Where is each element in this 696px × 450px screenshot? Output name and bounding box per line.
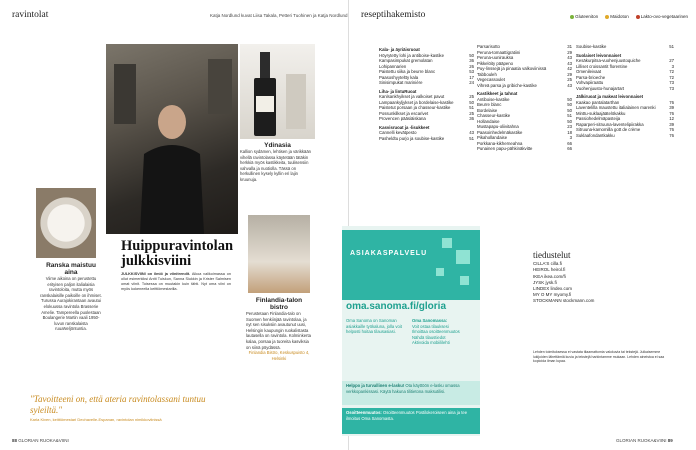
ad-banner-title: ASIAKASPALVELU (350, 250, 428, 257)
oma-title: Oma Sanomassa: (412, 318, 448, 323)
recipe-entry (477, 83, 572, 89)
recipe-page: 24 (469, 80, 474, 85)
recipe-name: Lampaankyljykset ja bordelaise-kastike (379, 99, 454, 105)
chef-photo (106, 44, 238, 234)
main-lead: JULKKISVIINI on ilmiö ja viinitrendit. (121, 272, 191, 276)
oma-item: Ilmoittaa osoitteenmuutos (412, 329, 460, 335)
asiakaspalvelu-ad (342, 226, 480, 436)
recipe-page: 76 (669, 132, 674, 138)
page-number: 89 (667, 438, 673, 443)
contact-item: LINDEX lindex.com (533, 286, 573, 292)
recipe-name: Sitruuna-kamomilla gott de crème (576, 127, 641, 132)
recipe-page: 76 (669, 127, 674, 132)
tiedustelut (533, 252, 643, 305)
recipe-name: Chasseur-kastike (477, 113, 511, 118)
finlandia-block (246, 297, 312, 361)
ranska-title: Ranska maistuu aina (46, 262, 96, 276)
ad-text: Oma Sanoma on Sanoman asiakkaille työkaluna, jolla voit helposti hoitaa tilausasiasi. (346, 318, 402, 335)
recipe-name: Passiohedelmäpasteija (576, 116, 621, 121)
index-heading: Suolaiset leivonnaiset (576, 52, 622, 58)
recipe-name: Possunkilkset ja escarivet (379, 110, 429, 116)
recipe-name: Pikahollandaise (477, 135, 508, 140)
recipe-page: 50 (469, 99, 474, 105)
recipe-page: 43 (567, 60, 572, 66)
main-article (121, 272, 231, 292)
recipe-page: 50 (469, 52, 474, 58)
legend-vegetaarinen: Lakto-ovo-vegetaarinen (636, 14, 688, 19)
food-plate-photo (36, 188, 96, 258)
ydinasia-title: Ydinasia (264, 142, 291, 149)
recipe-page: 29 (567, 71, 572, 77)
ranska-block (40, 262, 102, 332)
elasku-text: Ota käyttöön e-lasku omassa verkkopankissasi. Käytä hakuna tilitietona maksutilisi. (346, 383, 460, 394)
oma-item: Voit ostaa tilauksesi (412, 323, 449, 329)
recipe-page: 39 (669, 121, 674, 127)
recipe-name: Parsarisotto (477, 44, 500, 49)
recipe-page: 31 (567, 44, 572, 49)
recipe-name: Punainen papu-pähkinäkvitte (477, 146, 533, 151)
index-heading: Jälkiruoat ja makeat leivonnaiset (576, 94, 644, 99)
ad-url[interactable]: oma.sanoma.fi/gloria (346, 301, 447, 312)
recipe-name: Soubise-kastike (576, 44, 607, 49)
contact-item: JYSK jysk.fi (533, 279, 557, 285)
recipe-page: 76 (669, 110, 674, 116)
recipe-page: 66 (567, 140, 572, 146)
oma-item: Aktivoida mobiililehti (412, 340, 450, 346)
recipe-page: 3 (569, 135, 572, 140)
section-title: reseptihakemisto (361, 10, 426, 20)
recipe-name: Cannelli kevätpesto (379, 130, 417, 135)
recipe-name: Höyrytetty lohi ja antiboise-kastike (379, 52, 444, 58)
recipe-name: Vohvapiiraattu (576, 80, 604, 85)
page-number: 88 (12, 438, 18, 443)
recipe-name: Tabbouleh (477, 71, 497, 77)
tiedustelut-title: tiedustelut (533, 250, 571, 260)
section-title: ravintolat (12, 10, 49, 20)
recipe-page: 3 (671, 63, 674, 69)
recipe-name: Vuohenjuusto-hunajartart (576, 85, 625, 91)
recipe-name: Paistettu siika ja beurre blanc (379, 69, 436, 74)
recipe-name: Hollandaise (477, 118, 500, 124)
main-title: Huippuravintolan julkkisviini (121, 238, 234, 269)
brand: GLORIAN RUOKA&VIINI (616, 438, 667, 443)
recipe-name: Beurre blanc (477, 102, 502, 107)
ad-banner (342, 230, 480, 300)
index-heading: Liha- ja lintuRuoat (379, 88, 417, 94)
recipe-name: Kaakao pantalatarthan (576, 99, 620, 105)
recipe-page: 23 (567, 124, 572, 129)
recipe-name: Mustapapu-oliivitahna (477, 124, 519, 129)
recipe-name: Vegecassoulet (477, 77, 505, 82)
recipe-page: 51 (469, 135, 474, 141)
recipe-name: Omenileivaat (576, 69, 602, 74)
recipe-entry (379, 116, 474, 122)
recipe-name: Antiboise-kastike (477, 96, 510, 102)
recipe-page: 50 (567, 107, 572, 113)
index-column-2 (477, 44, 572, 152)
quote-attribution: Karla Kiven, keittiömestari Dechavelle-Espanan, ravintolan nimikkoviinissä (30, 417, 162, 422)
recipe-page: 51 (567, 113, 572, 118)
finlandia-text: Perustetaan Finlandia-talo on Suomen henkiinjää ravintolaa, ja nyt sen sisuksiin avautunut uusi, Helsingin kaupungin ruokalistasta lautasella on ravintola. Kolminkerta kalaa, porsaa ja tuoreita kasviksia on siinä pöydässä. (246, 311, 311, 350)
recipe-name: Paistetut porsaan ja chasseur-kastike (379, 105, 451, 110)
recipe-name: Lilliset croissantit florentine (576, 63, 628, 69)
recipe-page: 72 (669, 69, 674, 74)
recipe-page: 50 (567, 102, 572, 107)
oma-item: Nähdä tilaustiedot (412, 334, 446, 340)
elasku-box (342, 381, 480, 405)
finlandia-title: Finlandia-talon bistro (255, 297, 303, 311)
recipe-name: Kesäkurpitsa-vuohenjuustoquiche (576, 58, 641, 63)
recipe-name: Pikkelöity pääpeno (477, 60, 514, 66)
recipe-page: 43 (567, 82, 572, 88)
contact-item: IKEA ikea.com/fi (533, 273, 566, 279)
chef-figure (106, 44, 238, 234)
index-column-3 (576, 44, 674, 138)
recipe-entry (576, 86, 674, 92)
red-dot-icon (636, 15, 640, 19)
recipe-page: 29 (567, 49, 572, 55)
recipe-page: 25 (469, 110, 474, 116)
recipe-page: 17 (469, 74, 474, 80)
green-dot-icon (570, 15, 574, 19)
recipe-page: 27 (669, 58, 674, 63)
fine-print: Lehden toimituksessa ei vastata tilaamattomia valokuvia tai tekstejä. Julkaisemme lukijoiden lähettämiä kuvia ja tekstejä harkintamme mukaan. Lehden aineistoa ei saa kopioida ilman lupaa. (533, 350, 665, 364)
recipe-page: 36 (469, 116, 474, 121)
credits: Katja Nordlund kuvat Liisa Takala, Petteri Tuohinen ja Katja Nordlund (210, 13, 348, 18)
recipe-page: 72 (669, 74, 674, 80)
recipe-name: Bordelaise (477, 107, 498, 113)
ranska-text: Viime aikoina on perustettu erityisen paljon italialaisia ravintoloita, mutta myös ranskalaisille paikoille on ihmiset. Turussa Aurajokirantaan avautui elokuussa ravintola Brasserie Amelie. Tampereella puolestaan Boulangerie Martin vaali 1950-luvun ranskalaista ruuaNeljöntuntia. (40, 276, 102, 332)
footer-right (616, 438, 673, 443)
recipe-page: 39 (669, 105, 674, 110)
recipe-entry (576, 133, 674, 139)
recipe-page: 36 (469, 58, 474, 63)
recipe-entry (379, 80, 474, 86)
recipe-name: Sinisimpukat marinière (379, 80, 423, 85)
recipe-entry (379, 136, 474, 142)
recipe-name: Lohipannarien (379, 63, 407, 69)
bottle-icon (240, 44, 315, 139)
recipe-page: 25 (469, 94, 474, 99)
recipe-page: 73 (669, 80, 674, 85)
recipe-name: Kanlsankhyikset ja valkoiset pavut (379, 94, 445, 99)
recipe-page: 43 (469, 130, 474, 135)
recipe-name: Porkkana-kikherneahna (477, 140, 523, 146)
recipe-name: Pasheldtu purjo ja soubise-kastike (379, 135, 445, 141)
osoite-title: Osoitteenmuutos: (346, 410, 382, 415)
recipe-name: Kampasimpukat gremolatan (379, 58, 433, 63)
index-heading: Kasvisruoat ja -lisukkeet (379, 124, 430, 130)
recipe-page: 26 (469, 63, 474, 69)
recipe-page: 50 (567, 96, 572, 102)
recipe-page: 43 (567, 55, 572, 60)
bistro-photo (248, 215, 310, 293)
recipe-entry (477, 146, 572, 152)
recipe-name: Parsa-brioeche (576, 74, 606, 80)
recipe-name: Raparperi-sitruuna-laventelipiirakka (576, 121, 644, 127)
recipe-name: Puy-linssejä ja pinaatia valkoviinissä (477, 66, 547, 71)
recipe-page: 51 (669, 44, 674, 49)
recipe-page: 12 (669, 116, 674, 121)
oma-list (412, 318, 478, 346)
index-heading: Kastikkeet ja tahnat (477, 91, 518, 96)
recipe-page: 18 (567, 129, 572, 135)
legend-gluteeniton: Gluteeniton (570, 14, 598, 19)
recipe-page: 66 (567, 146, 572, 151)
legend (570, 14, 688, 19)
index-heading: Kala- ja äyriäisruoat (379, 47, 420, 52)
osoite-box (342, 408, 480, 434)
recipe-name: Provencen pääsiäiskana (379, 116, 426, 121)
contact-item: CILLA'S cilla.fi (533, 261, 562, 267)
recipe-name: Suklaafondantkakku (576, 132, 615, 138)
finlandia-credit: Finlandia Bistro, Keskuspuisto 4, Helsinki (248, 350, 310, 361)
recipe-name: Minttu-suklaajäätelökakku (576, 110, 626, 116)
recipe-page: 73 (669, 85, 674, 91)
recipe-page: 25 (567, 77, 572, 82)
brand: GLORIAN RUOKA&VIINI (18, 438, 69, 443)
recipe-name: Laventelilla maustettu italialainen marenki (576, 105, 656, 110)
osoite-text: Osoitteenmuutos Postilokeroiseen aina ja tee ilmoitus Oma Sanomasta. (346, 410, 468, 421)
recipe-page: 50 (567, 118, 572, 124)
ydinasia-text: Kallion sydämen, lehtisen ja värikkään vihellä ravintolassa käytetään tätäkin herkkiä myös kastikkeita, tuulisensiin vahvalla ja nuotiolla. Tässä on herkullinen kysely kyllin eri lajin kruunuja. (240, 149, 311, 182)
recipe-name: Peruna-uunirauksa (477, 55, 514, 60)
orange-dot-icon (605, 15, 609, 19)
contact-item: STOCKMANN stockmann.com (533, 298, 595, 304)
recipe-page: 51 (469, 105, 474, 110)
recipe-name: Paasoshyyteltty kala (379, 74, 419, 80)
main-text: Aikoa valikoimassa on ollut esimerkiksi Antti Tuiskun, Sanna Siukkin ja Krister Salmisen omat viinit. Toisessa on muutakin kuin tähti. Nyt oma viini on myös kokeneella keittiömestarilla. (121, 272, 231, 291)
index-column-1 (379, 44, 474, 141)
pull-quote: "Tavoitteeni on, että ateria ravintolassani tuntuu syleiltä." (30, 394, 206, 415)
wine-bottle-photo (240, 44, 315, 139)
contact-item: MY O MY myomy.fi (533, 292, 572, 298)
recipe-name: Paasoinhedelmäkastike (477, 129, 523, 135)
recipe-page: 53 (469, 69, 474, 74)
contact-item: HEIROL heirol.fi (533, 267, 566, 273)
recipe-page: 76 (669, 99, 674, 105)
ydinasia-block (240, 142, 315, 183)
recipe-entry (576, 44, 674, 50)
recipe-name: Vihreä parsa ja gribiche-kastike (477, 82, 537, 88)
footer-left (12, 438, 69, 443)
legend-maidoton: Maidoton (605, 14, 629, 19)
recipe-page: 42 (567, 66, 572, 71)
recipe-name: Peruna-tomaattigratiini (477, 49, 521, 55)
elasku-title: Helppo ja turvallinen e-lasku! (346, 383, 405, 388)
